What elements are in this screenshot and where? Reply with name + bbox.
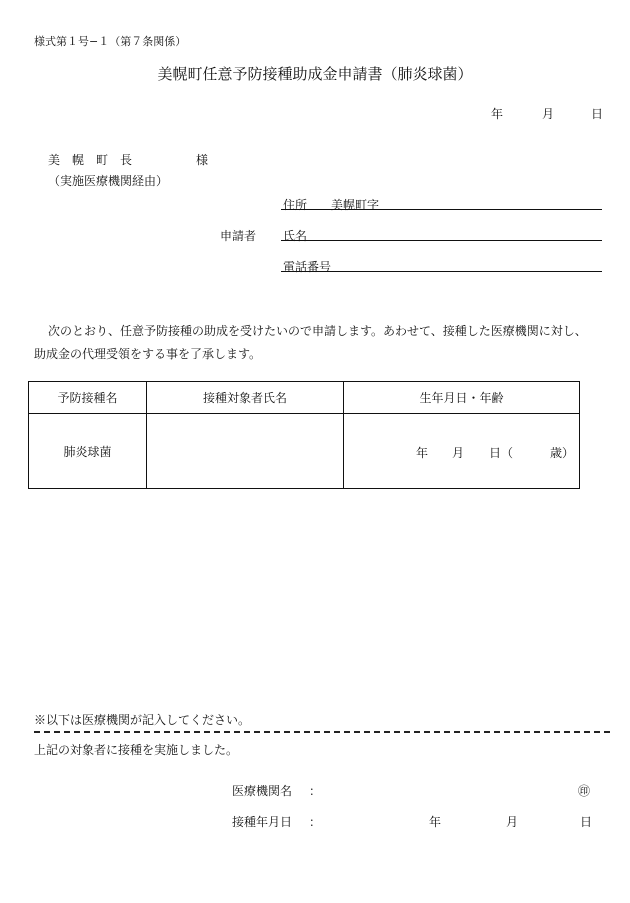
age-label: 歳）	[550, 446, 575, 460]
address-value[interactable]: 美幌町字	[331, 198, 380, 212]
address-label: 住所	[283, 198, 308, 212]
table-row	[29, 414, 580, 489]
cut-line-divider	[34, 731, 610, 733]
vaccination-month-label: 月	[506, 815, 519, 829]
name-label: 氏名	[283, 229, 308, 243]
birth-day-label: 日（	[489, 446, 514, 460]
date-day-label: 日	[591, 107, 604, 121]
application-table	[28, 381, 580, 489]
vaccination-date-label: 接種年月日	[232, 815, 293, 829]
table-header-row	[29, 382, 580, 414]
name-line[interactable]	[281, 240, 602, 241]
date-year-label: 年	[491, 107, 504, 121]
institution-statement: 上記の対象者に接種を実施しました。	[34, 743, 239, 757]
institution-name-colon: ：	[309, 784, 322, 798]
mayor-label: 美 幌 町 長	[48, 153, 133, 167]
body-text-line2: 助成金の代理受領をする事を了承します。	[34, 347, 262, 361]
date-month-label: 月	[542, 107, 555, 121]
page-title: 美幌町任意予防接種助成金申請書（肺炎球菌）	[157, 65, 473, 83]
honorific-label: 様	[196, 153, 209, 167]
institution-name-label: 医療機関名	[232, 784, 293, 798]
vaccination-day-label: 日	[580, 815, 593, 829]
seal-mark: ㊞	[578, 784, 591, 798]
cell-birthdate-age[interactable]	[344, 414, 580, 489]
phone-label: 電話番号	[283, 260, 332, 274]
header-birthdate-age: 生年月日・年齢	[344, 382, 580, 414]
address-line[interactable]	[281, 209, 602, 210]
body-text-line1: 次のとおり、任意予防接種の助成を受けたいので申請します。あわせて、接種した医療機関に対し、	[48, 324, 587, 338]
vaccination-year-label: 年	[429, 815, 442, 829]
phone-line[interactable]	[281, 271, 602, 272]
header-recipient-name: 接種対象者氏名	[147, 382, 344, 414]
applicant-label: 申請者	[220, 229, 257, 243]
birth-month-label: 月	[452, 446, 465, 460]
cell-recipient-name[interactable]	[147, 414, 344, 489]
birth-year-label: 年	[416, 446, 429, 460]
institution-note: ※以下は医療機関が記入してください。	[34, 713, 251, 727]
vaccination-date-colon: ：	[309, 815, 322, 829]
form-number: 様式第１号−１（第７条関係）	[34, 35, 187, 48]
cell-vaccine-name: 肺炎球菌	[29, 414, 147, 489]
header-vaccine: 予防接種名	[29, 382, 147, 414]
via-institution-label: （実施医療機関経由）	[48, 174, 169, 188]
